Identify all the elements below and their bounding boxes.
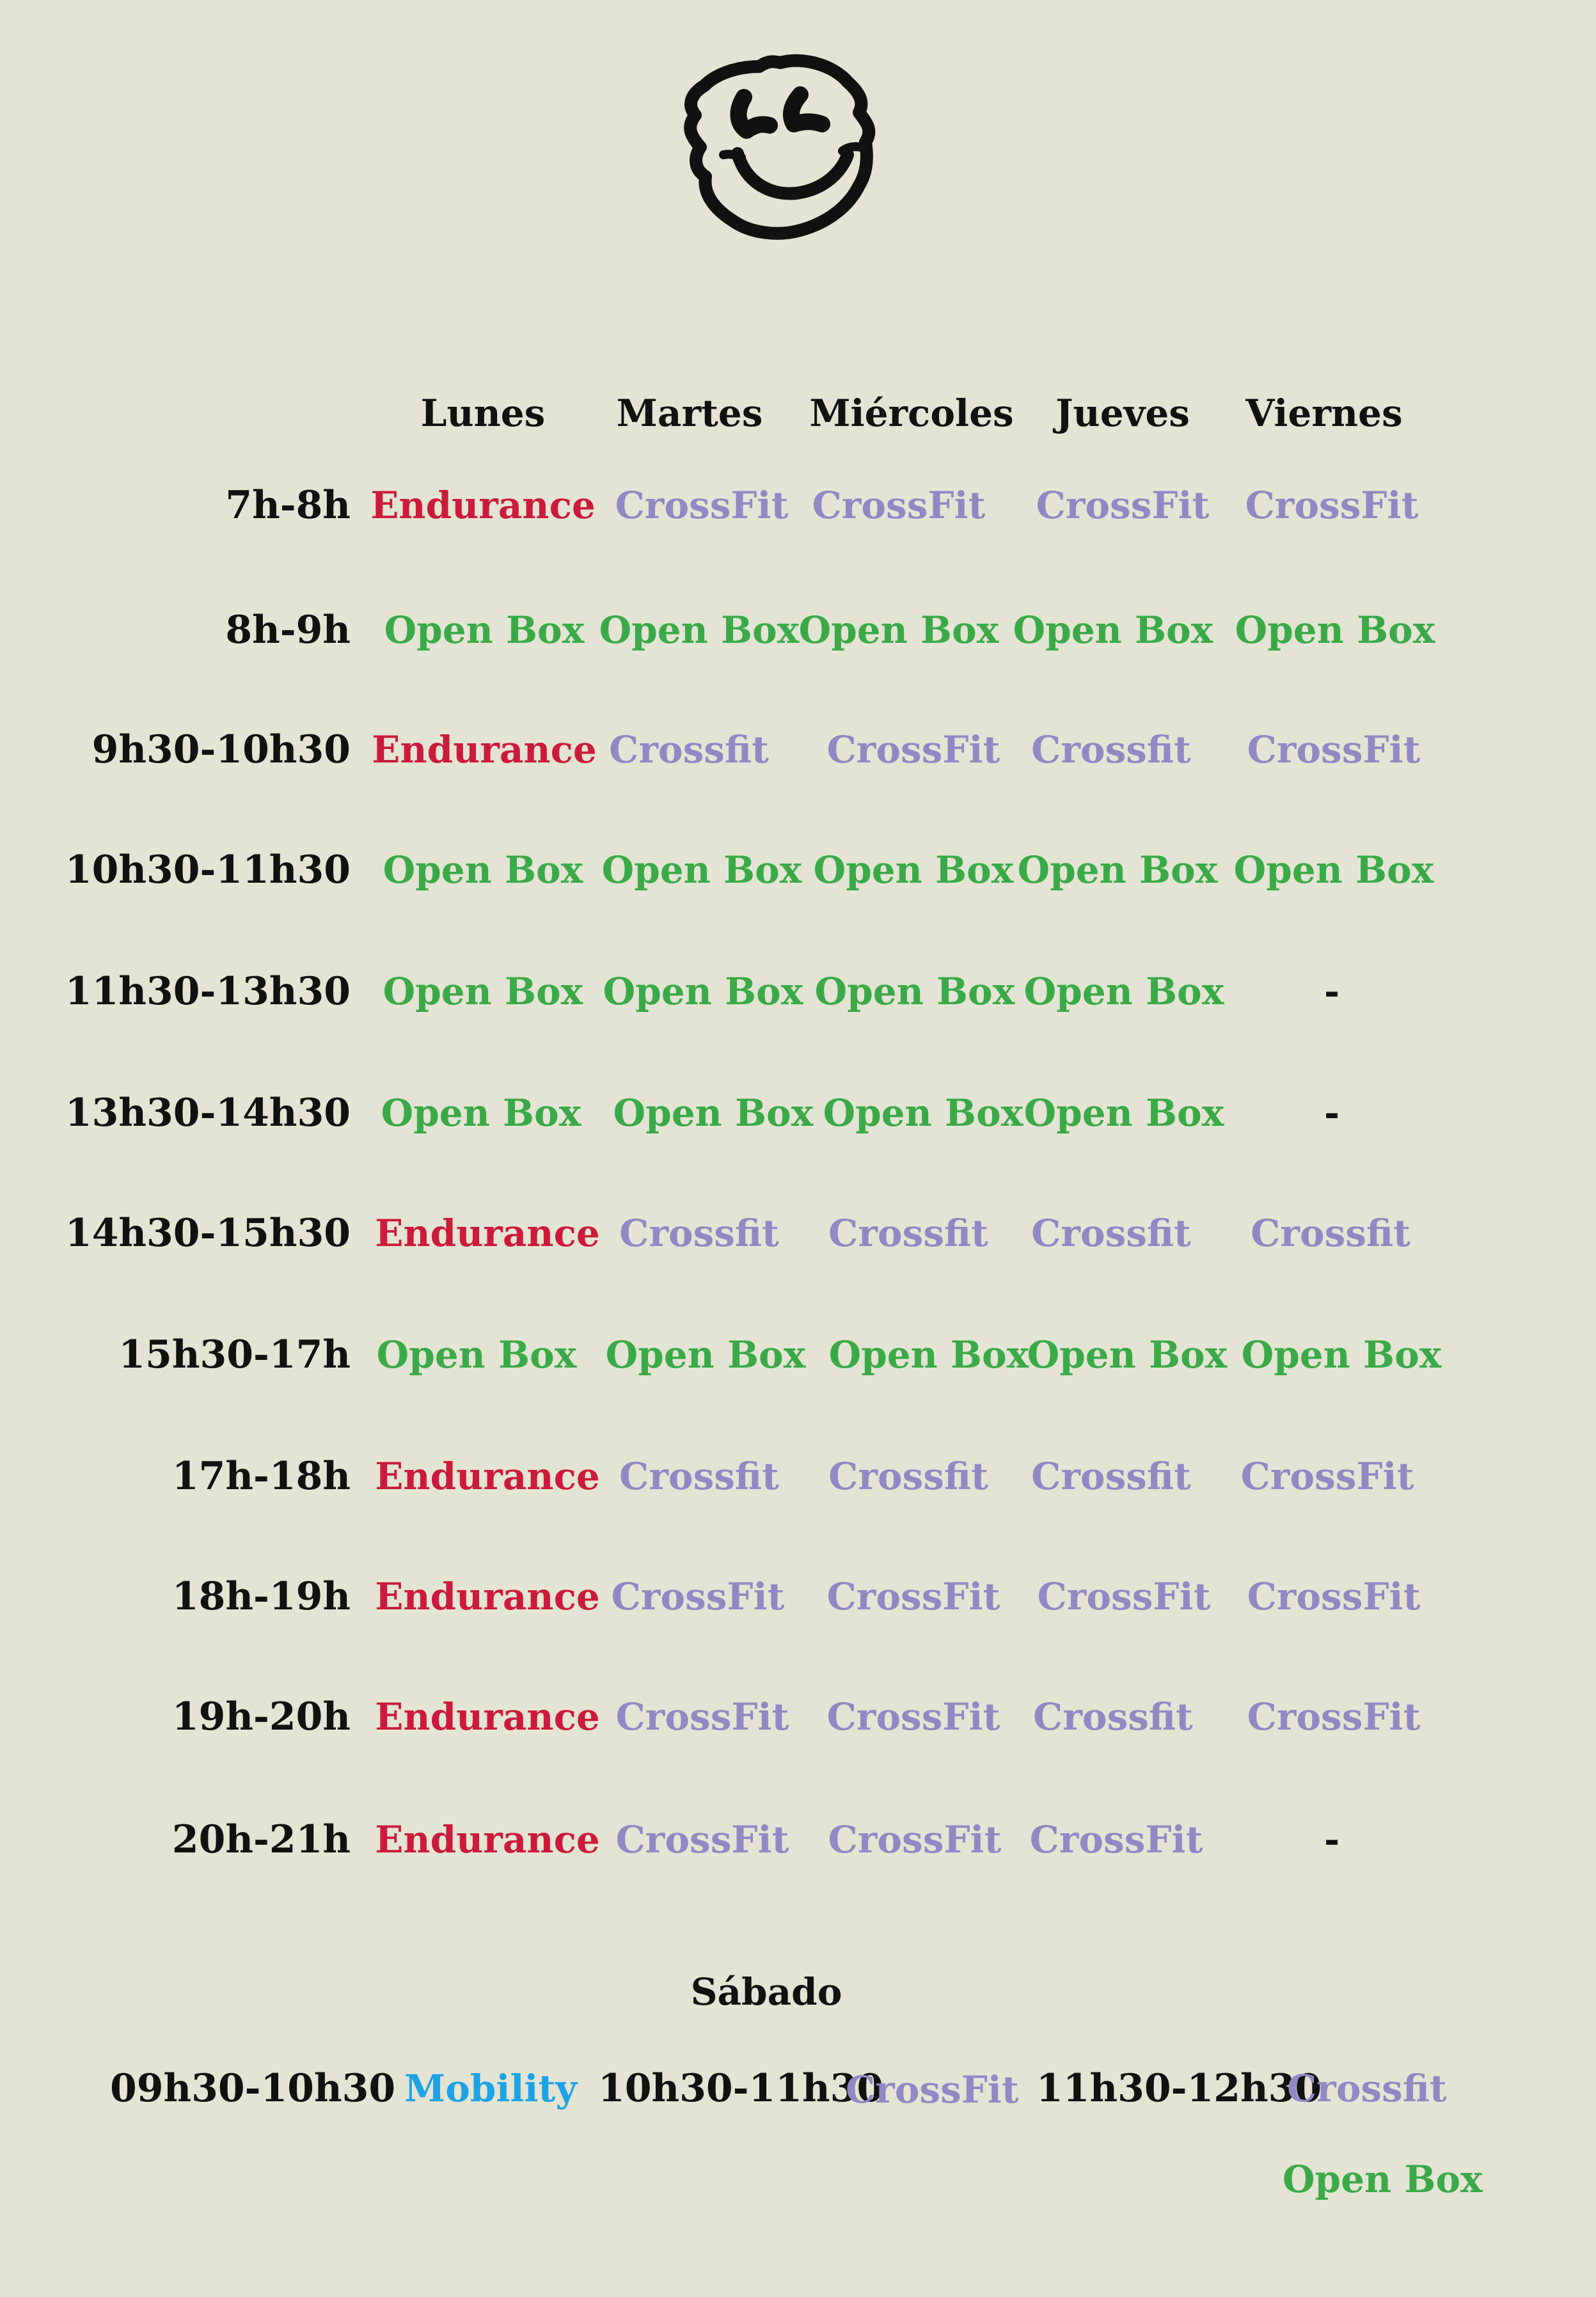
time-slot-label: 14h30-15h30	[65, 1211, 351, 1256]
class-open-box: Open Box	[384, 608, 585, 652]
smiley-face-icon	[675, 51, 886, 243]
class-open-box: Open Box	[383, 970, 583, 1013]
class-open-box: Open Box	[1027, 1333, 1228, 1377]
class-crossfit: CrossFit	[1240, 1455, 1414, 1498]
class-crossfit: Crossfit	[1031, 728, 1191, 771]
class-crossfit: Crossfit	[609, 728, 769, 771]
class-open-box: Open Box	[1283, 2158, 1483, 2201]
time-slot-label: 11h30-13h30	[65, 969, 351, 1014]
class-crossfit: Crossfit	[619, 1212, 779, 1255]
class-open-box: Open Box	[798, 608, 999, 652]
empty-slot-dash: -	[1323, 970, 1340, 1013]
class-crossfit: CrossFit	[846, 2068, 1019, 2112]
day-header-lunes: Lunes	[420, 391, 546, 435]
time-slot-label: 13h30-14h30	[65, 1091, 351, 1135]
class-crossfit: Crossfit	[1031, 1455, 1191, 1498]
time-slot-label: 10h30-11h30	[65, 848, 351, 892]
class-endurance: Endurance	[375, 1455, 600, 1498]
class-mobility: Mobility	[404, 2067, 578, 2110]
saturday-time-slot: 09h30-10h30	[110, 2066, 396, 2111]
class-crossfit: Crossfit	[1251, 1212, 1410, 1255]
time-slot-label: 18h-19h	[171, 1574, 351, 1619]
class-endurance: Endurance	[372, 728, 597, 771]
class-crossfit: CrossFit	[615, 484, 789, 527]
class-crossfit: CrossFit	[826, 1575, 1000, 1618]
time-slot-label: 19h-20h	[171, 1694, 351, 1739]
class-open-box: Open Box	[828, 1333, 1029, 1377]
day-header-mi-rcoles: Miércoles	[809, 391, 1014, 435]
class-crossfit: Crossfit	[1287, 2067, 1447, 2110]
time-slot-label: 7h-8h	[225, 483, 351, 528]
class-open-box: Open Box	[603, 970, 803, 1013]
class-crossfit: Crossfit	[1031, 1212, 1191, 1255]
day-header-viernes: Viernes	[1245, 391, 1403, 435]
class-open-box: Open Box	[1241, 1333, 1442, 1377]
class-open-box: Open Box	[1017, 848, 1218, 892]
time-slot-label: 15h30-17h	[118, 1332, 351, 1377]
day-header-jueves: Jueves	[1055, 391, 1190, 435]
class-crossfit: Crossfit	[1033, 1695, 1193, 1739]
class-open-box: Open Box	[613, 1091, 814, 1135]
class-crossfit: CrossFit	[826, 728, 1000, 771]
class-endurance: Endurance	[375, 1695, 600, 1739]
class-open-box: Open Box	[1013, 608, 1213, 652]
class-open-box: Open Box	[383, 848, 583, 892]
class-crossfit: Crossfit	[828, 1455, 988, 1498]
class-crossfit: CrossFit	[1245, 484, 1419, 527]
class-open-box: Open Box	[814, 970, 1015, 1013]
class-open-box: Open Box	[1023, 1091, 1224, 1135]
time-slot-label: 8h-9h	[225, 608, 351, 652]
saturday-time-slot: 11h30-12h30	[1036, 2066, 1322, 2111]
class-crossfit: CrossFit	[1036, 484, 1210, 527]
class-crossfit: CrossFit	[826, 1695, 1000, 1739]
class-open-box: Open Box	[376, 1333, 577, 1377]
saturday-time-slot: 10h30-11h30	[598, 2066, 884, 2111]
class-open-box: Open Box	[813, 848, 1014, 892]
class-crossfit: Crossfit	[828, 1212, 988, 1255]
time-slot-label: 20h-21h	[171, 1817, 351, 1862]
time-slot-label: 9h30-10h30	[91, 727, 351, 772]
saturday-title: Sábado	[690, 1970, 842, 2014]
day-header-martes: Martes	[616, 391, 763, 435]
class-crossfit: CrossFit	[615, 1695, 789, 1739]
class-crossfit: CrossFit	[1029, 1818, 1203, 1861]
class-crossfit: Crossfit	[619, 1455, 779, 1498]
class-endurance: Endurance	[375, 1575, 600, 1618]
class-crossfit: CrossFit	[615, 1818, 789, 1861]
class-open-box: Open Box	[601, 848, 802, 892]
class-crossfit: CrossFit	[1247, 1695, 1421, 1739]
class-endurance: Endurance	[375, 1818, 600, 1861]
class-open-box: Open Box	[1233, 848, 1434, 892]
class-open-box: Open Box	[823, 1091, 1023, 1135]
class-crossfit: CrossFit	[1247, 728, 1421, 771]
class-endurance: Endurance	[370, 484, 596, 527]
empty-slot-dash: -	[1323, 1091, 1340, 1135]
class-open-box: Open Box	[381, 1091, 581, 1135]
class-crossfit: CrossFit	[812, 484, 986, 527]
class-crossfit: CrossFit	[1037, 1575, 1211, 1618]
class-crossfit: CrossFit	[828, 1818, 1002, 1861]
class-open-box: Open Box	[1023, 970, 1224, 1013]
class-crossfit: CrossFit	[1247, 1575, 1421, 1618]
empty-slot-dash: -	[1323, 1818, 1340, 1861]
class-endurance: Endurance	[375, 1212, 600, 1255]
class-crossfit: CrossFit	[611, 1575, 785, 1618]
class-open-box: Open Box	[599, 608, 800, 652]
class-open-box: Open Box	[605, 1333, 806, 1377]
class-open-box: Open Box	[1235, 608, 1435, 652]
time-slot-label: 17h-18h	[171, 1454, 351, 1499]
